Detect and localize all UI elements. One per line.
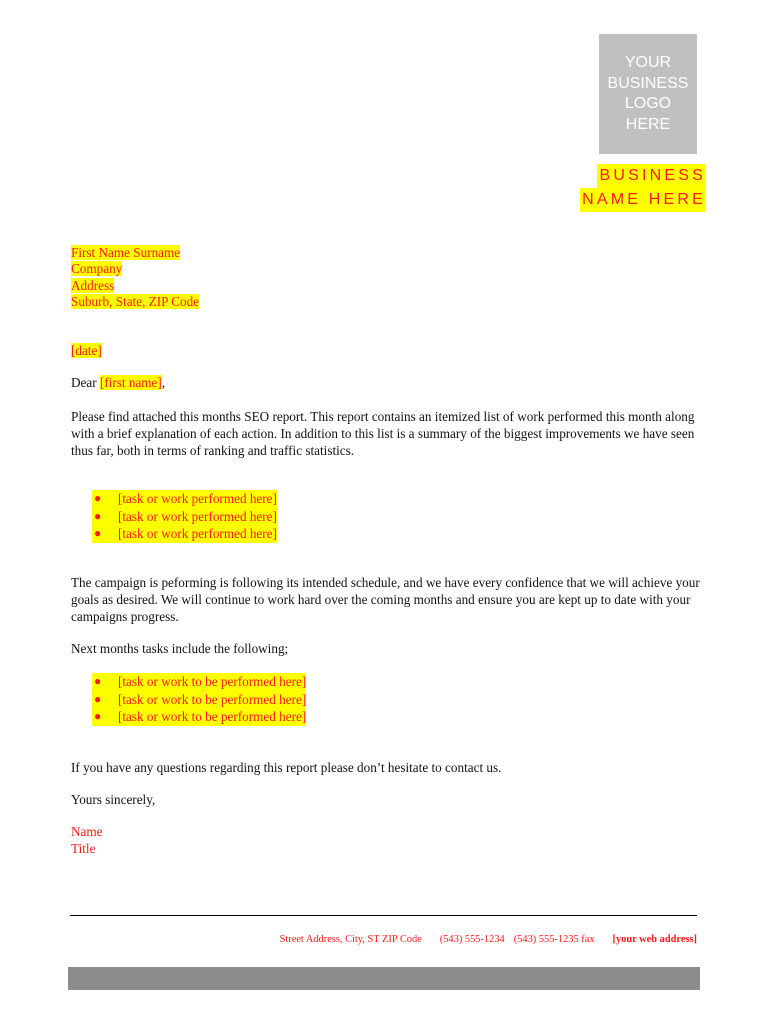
footer-address: Street Address, City, ST ZIP Code xyxy=(279,934,422,945)
task-text: [task or work to be performed here] xyxy=(118,691,307,707)
list-item xyxy=(92,490,277,508)
campaign-paragraph: The campaign is peforming is following its intended schedule, and we have every confidence that we will achieve your goals as desired. We will continue to work hard over the coming months and ensure you are kept up to date with your campaigns progress. xyxy=(71,575,700,624)
signer-title: Title xyxy=(71,841,96,856)
list-item xyxy=(92,525,277,543)
business-name-line2: NAME HERE xyxy=(580,188,706,212)
recipient-locality: Suburb, State, ZIP Code xyxy=(71,294,200,310)
logo-line: YOUR xyxy=(624,54,672,71)
list-item xyxy=(92,673,306,691)
footer-web-address: [your web address] xyxy=(612,934,697,945)
letter-date: [date] xyxy=(71,343,102,358)
completed-tasks-list xyxy=(92,490,277,543)
task-text: [task or work performed here] xyxy=(118,526,277,542)
bullet-icon: ● xyxy=(94,508,102,523)
bullet-icon: ● xyxy=(94,491,102,505)
recipient-name: First Name Surname xyxy=(71,245,181,260)
footer-contact xyxy=(280,934,697,945)
business-logo-placeholder xyxy=(599,34,697,154)
recipient-company: Company xyxy=(71,261,123,277)
bullet-icon: ● xyxy=(94,691,102,706)
list-item xyxy=(92,708,306,726)
recipient-address xyxy=(71,244,199,310)
footer-phone: (543) 555-1234 xyxy=(439,934,505,945)
questions-paragraph: If you have any questions regarding this report please don’t hesitate to contact us. xyxy=(71,760,502,775)
task-text: [task or work performed here] xyxy=(118,508,277,524)
signature-block xyxy=(71,823,103,857)
bullet-icon: ● xyxy=(94,526,102,541)
logo-line: LOGO xyxy=(624,95,672,112)
bullet-icon: ● xyxy=(94,709,102,724)
task-text: [task or work to be performed here] xyxy=(118,674,307,689)
salutation-prefix: Dear xyxy=(71,375,100,390)
list-item xyxy=(92,508,277,526)
logo-line: HERE xyxy=(625,115,671,133)
business-name xyxy=(580,164,706,212)
intro-paragraph: Please find attached this months SEO report. This report contains an itemized list of work performed this month along with a brief explanation of each action. In addition to this list is a summary of the biggest improvements we have seen thus far, both in terms of ranking and traffic statistics. xyxy=(71,409,695,458)
upcoming-tasks-list xyxy=(92,673,306,726)
signer-name: Name xyxy=(71,824,103,839)
recipient-address-line: Address xyxy=(71,277,115,293)
closing: Yours sincerely, xyxy=(71,792,156,807)
next-tasks-intro: Next months tasks include the following; xyxy=(71,641,289,656)
business-name-line1: BUSINESS xyxy=(597,164,706,188)
logo-line: BUSINESS xyxy=(607,74,689,92)
footer-fax: (543) 555-1235 fax xyxy=(513,934,595,945)
salutation xyxy=(71,374,165,391)
task-text: [task or work to be performed here] xyxy=(118,709,307,725)
task-text: [task or work performed here] xyxy=(118,491,277,506)
salutation-suffix: , xyxy=(161,375,166,390)
letter-date-line xyxy=(71,342,102,359)
salutation-name: [first name] xyxy=(99,375,162,390)
footer-bar xyxy=(68,967,700,990)
footer-divider xyxy=(70,915,697,916)
bullet-icon: ● xyxy=(94,674,102,688)
list-item xyxy=(92,691,306,709)
